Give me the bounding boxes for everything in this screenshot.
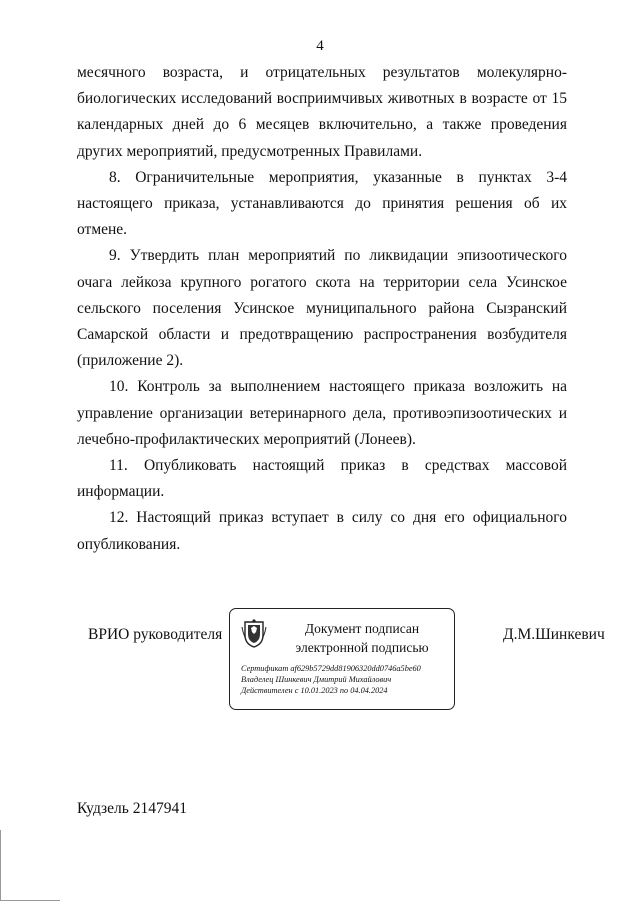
paragraph-12: 12. Настоящий приказ вступает в силу со дня его официального опубликования. [77,509,567,553]
page-number: 4 [316,38,324,54]
paragraph-10: 10. Контроль за выполнением настоящего приказа возложить на управление организации ветеринарного дела, противоэпизоотических и лечебно-профилактических мероприятий (Лонеев). [77,378,567,448]
stamp-title-line2: электронной подписью [295,640,429,655]
stamp-details [241,663,451,696]
paragraph-11: 11. Опубликовать настоящий приказ в средствах массовой информации. [77,457,567,501]
paragraph-8: 8. Ограничительные мероприятия, указанные в пунктах 3-4 настоящего приказа, устанавливаются до принятия решения об их отмене. [77,168,567,239]
paragraph-continuation: месячного возраста, и отрицательных результатов молекулярно-биологических исследований восприимчивых животных в возрасте от 15 календарных дней до 6 месяцев включительно, а также проведения других мероприятий, предусмотренных Правилами. [77,64,567,160]
stamp-title [272,619,452,657]
scan-artifact-line [0,830,1,900]
stamp-certificate: Сертификат af629b5729dd81906320dd0746a5be60 [241,664,421,673]
electronic-signature-stamp [229,608,455,710]
paragraph-9: 9. Утвердить план мероприятий по ликвидации эпизоотического очага лейкоза крупного рогатого скота на территории села Усинское сельского поселения Усинское муниципального района Сызранский Самарской области и предотвращению распространения возбудителя (приложение 2). [77,247,567,370]
coat-of-arms-icon [241,619,267,649]
document-body [77,60,567,558]
stamp-validity: Действителен с 10.01.2023 по 04.04.2024 [241,686,388,695]
stamp-title-line1: Документ подписан [304,621,420,636]
signatory-name: Д.М.Шинкевич [503,626,605,643]
signatory-position: ВРИО руководителя [88,626,223,643]
scan-artifact-line [0,900,60,901]
executor-code: Кудзель 2147941 [77,800,187,817]
signature-block [0,608,640,718]
stamp-owner: Владелец Шинкевич Дмитрий Михайлович [241,675,392,684]
